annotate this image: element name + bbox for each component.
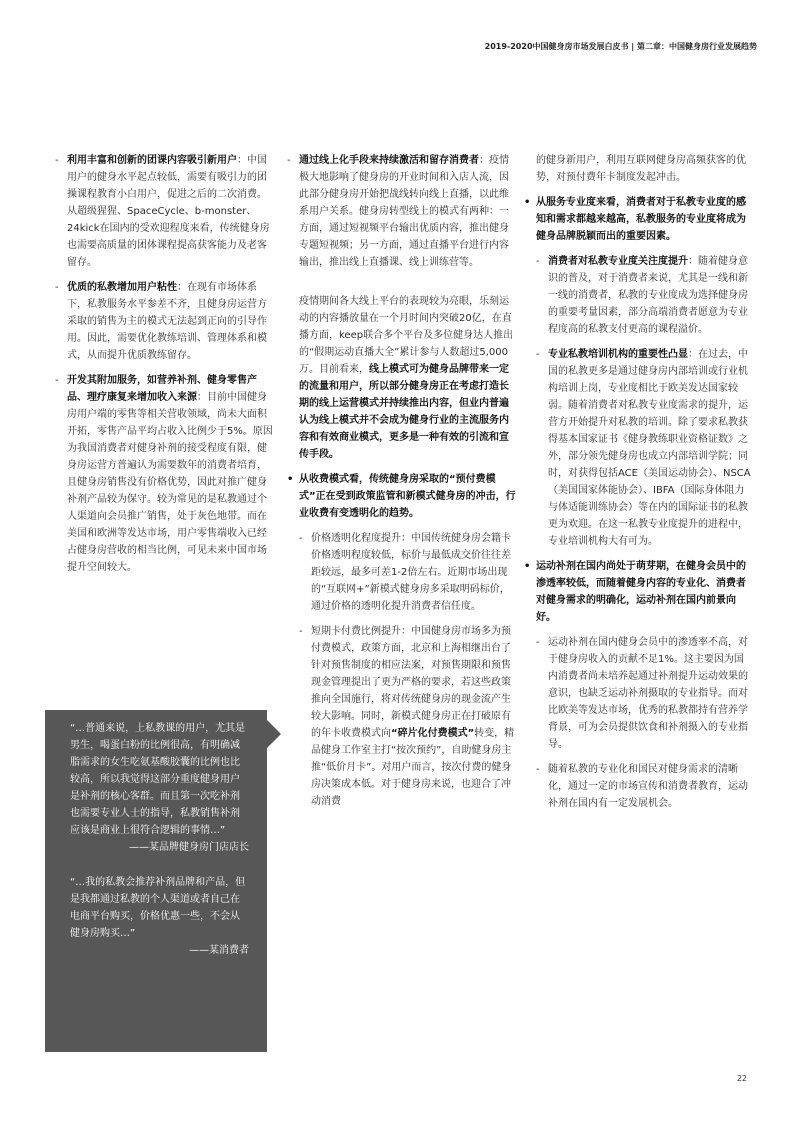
sub-item-text: 随着私教的专业化和国民对健身需求的清晰化，通过一定的市场宣传和消费者教育，运动补剂在国内有一定发展机会。	[548, 764, 748, 809]
dash-marker: -	[536, 764, 540, 775]
paragraph-text: 的健身新用户，利用互联网健身房高频获客的优势，对预付费年卡制度发起冲击。	[536, 155, 746, 183]
dash-marker: -	[55, 375, 59, 386]
sub-item	[536, 761, 752, 812]
sub-item	[299, 530, 517, 615]
dash-marker: -	[55, 155, 59, 166]
bullet-marker: •	[287, 474, 294, 485]
sub-item	[536, 346, 752, 550]
list-item	[55, 152, 273, 271]
column-left	[55, 152, 273, 584]
bullet-marker: •	[524, 197, 531, 208]
quote-text: “…我的私教会推荐补剂品牌和产品，但是我都通过私教的个人渠道或者自己在电商平台购买，价格优惠一些，不会从健身房购买…”	[70, 877, 246, 939]
item-heading: 开发其附加服务，如营养补剂、健身零售产品、理疗康复来增加收入来源	[67, 375, 257, 403]
list-item	[287, 152, 517, 271]
dash-marker: -	[536, 256, 540, 267]
quote-attribution: ——某消费者	[189, 945, 249, 956]
item-body: ：随着健身意识的普及，对于消费者来说，尤其是一线和新一线的消费者，私教的专业度成为选择健身房的重要考量因素，部分高端消费者愿意为专业程度高的私教支付更高的课程溢价。	[548, 256, 748, 335]
dash-marker: -	[299, 626, 303, 637]
sub-item-text: 转变，精品健身工作室主打“按次预约”，自助健身房主推“低价月卡”。对用户而言，按次付费的健身房决策成本低。对于健身房来说，也迎合了冲动消费	[311, 728, 515, 807]
paragraph	[524, 152, 752, 186]
bullet-text: 从服务专业度来看，消费者对于私教专业度的感知和需求都越来越高，私教服务的专业度将成为健身品牌脱颖而出的重要因素。	[536, 197, 746, 242]
dash-marker: -	[287, 155, 291, 166]
paragraph-text: 疫情期间各大线上平台的表现较为亮眼，乐刻运动的内容播放量在一个月时间内突破20亿，在直播方面，keep联合多个平台及多位健身达人推出的“假期运动直播大全”累计参与人数超过5,000万。目前看来，	[299, 296, 514, 375]
sub-item	[299, 623, 517, 810]
item-body: ：中国用户的健身水平起点较低，需要有吸引力的团操课程教育小白用户，促进之后的二次消费。从超级猩猩、SpaceCycle、b-monster、24kick在国内的受欢迎程度来看，传统健身房也需要高质量的团体课程提高获客能力及老客留存。	[67, 155, 270, 268]
bullet-item	[524, 558, 752, 626]
sub-item-text: 短期卡付费比例提升：中国健身房市场多为预付费模式，政策方面，北京和上海相继出台了针对预售制度的相应法案，对预售期限和预售现金管理提出了更为严格的要求，若这些政策推向全国施行，将对传统健身房的现金流产生较大影响。同时，新模式健身房正在打破原有的年卡收费模式向	[311, 626, 511, 739]
quote-text: “…普通来说，上私教课的用户，尤其是男生，喝蛋白粉的比例很高，有明确减脂需求的女生吃氨基酸胶囊的比例也比较高，所以我觉得这部分重度健身用户是补剂的核心客群。而且第一次吃补剂也需要专业人士的指导，私教销售补剂应该是商业上很符合逻辑的事情…”	[70, 723, 246, 836]
sub-item	[536, 253, 752, 338]
column-middle	[287, 152, 517, 818]
column-right	[524, 152, 752, 820]
sub-item-emphasis: “碎片化付费模式”	[391, 728, 475, 739]
item-heading: 优质的私教增加用户粘性	[67, 282, 177, 293]
item-heading: 专业私教培训机构的重要性凸显	[548, 349, 688, 360]
item-body: ：在现有市场体系下，私教服务水平参差不齐，且健身房运营方采取的销售为主的模式无法起到正向的引导作用。因此，需要优化教练培训、管理体系和模式，从而提升优质教练留存。	[67, 282, 267, 361]
bullet-item	[287, 471, 517, 522]
dash-marker: -	[536, 349, 540, 360]
list-item	[55, 372, 273, 576]
sub-item-text: 价格透明化程度提升：中国传统健身房会籍卡价格透明程度较低，标价与最低成交价往往差距较远，最多可差1-2倍左右。近期市场出现的“互联网+”新模式健身房多采取明码标价，通过价格的透明化提升消费者信任度。	[311, 533, 511, 612]
sub-item	[536, 634, 752, 753]
item-body: ：疫情极大地影响了健身房的开业时间和入店人流，因此部分健身房开始把战线转向线上直播，以此维系用户关系。健身房转型线上的模式有两种：一方面，通过短视频平台输出优质内容，推出健身专题短视频；另一方面，通过直播平台进行内容输出，推出线上直播课、线上训练营等。	[299, 155, 509, 268]
item-body: ：在过去，中国的私教更多是通过健身房内部培训或行业机构培训上岗，专业度相比于欧美发达国家较弱。随着消费者对私教专业度需求的提升，运营方开始提升对私教的培训。除了要求私教获得基本国家证书《健身教练职业资格证数》之外，部分领先健身房也成立内部培训学院；同时，对获得包括ACE（美国运动协会）、NSCA（美国国家体能协会）、IBFA（国际身体阻力与体适能训练协会）等在内的国际证书的私教更为欢迎。在这一私教专业度提升的进程中，专业培训机构大有可为。	[548, 349, 751, 547]
sub-item-text: 运动补剂在国内健身会员中的渗透率不高，对于健身房收入的贡献不足1%。这主要因为国内消费者尚未培养起通过补剂提升运动效果的意识，也缺乏运动补剂摄取的专业指导。而对比欧美等发达市场，优秀的私教都持有营养学背景，可为会员提供饮食和补剂摄入的专业指导。	[548, 637, 748, 750]
paragraph	[287, 293, 517, 463]
dash-marker: -	[299, 533, 303, 544]
page-header: 2019-2020中国健身房市场发展白皮书 | 第二章：中国健身房行业发展趋势	[484, 42, 757, 51]
bullet-text: 运动补剂在国内尚处于萌芽期，在健身会员中的渗透率较低，而随着健身内容的专业化、消费者对健身需求的明确化，运动补剂在国内前景向好。	[536, 561, 746, 623]
paragraph-emphasis: 线上模式可为健身品牌带来一定的流量和用户，所以部分健身房正在考虑打造长期的线上运营模式并持续推出内容，但业内普遍认为线上模式并不会成为健身行业的主流服务内容和有效商业模式，更多是一种有效的引流和宣传手段。	[299, 364, 509, 460]
item-heading: 利用丰富和创新的团课内容吸引新用户	[67, 155, 237, 166]
dash-marker: -	[55, 282, 59, 293]
quote-attribution: ——某品牌健身房门店店长	[129, 842, 249, 853]
item-heading: 通过线上化手段来持续激活和留存消费者	[299, 155, 479, 166]
dash-marker: -	[536, 637, 540, 648]
item-heading: 消费者对私教专业度关注度提升	[548, 256, 688, 267]
quote-callout	[45, 710, 267, 1052]
list-item	[55, 279, 273, 364]
item-body: ：目前中国健身房用户端的零售等相关营收领域，尚未大面积开拓，零售产品平均占收入比例少于5%。原因为我国消费者对健身补剂的接受程度有限，健身房运营方普遍认为需要数年的消费者培育，且健身房销售没有价格优势，因此对推广健身补剂产品较为保守。较为常见的是私教通过个人渠道向会员推广销售，处于灰色地带。而在美国和欧洲等发达市场，用户零售端收入已经占健身房营收的相当比例，可见未来中国市场提升空间较大。	[67, 392, 273, 573]
page-number: 22	[736, 1074, 747, 1083]
bullet-item	[524, 194, 752, 245]
bullet-marker: •	[524, 561, 531, 572]
bullet-text: 从收费模式看，传统健身房采取的“预付费模式”正在受到政策监管和新模式健身房的冲击，行业收费有变透明化的趋势。	[299, 474, 516, 519]
